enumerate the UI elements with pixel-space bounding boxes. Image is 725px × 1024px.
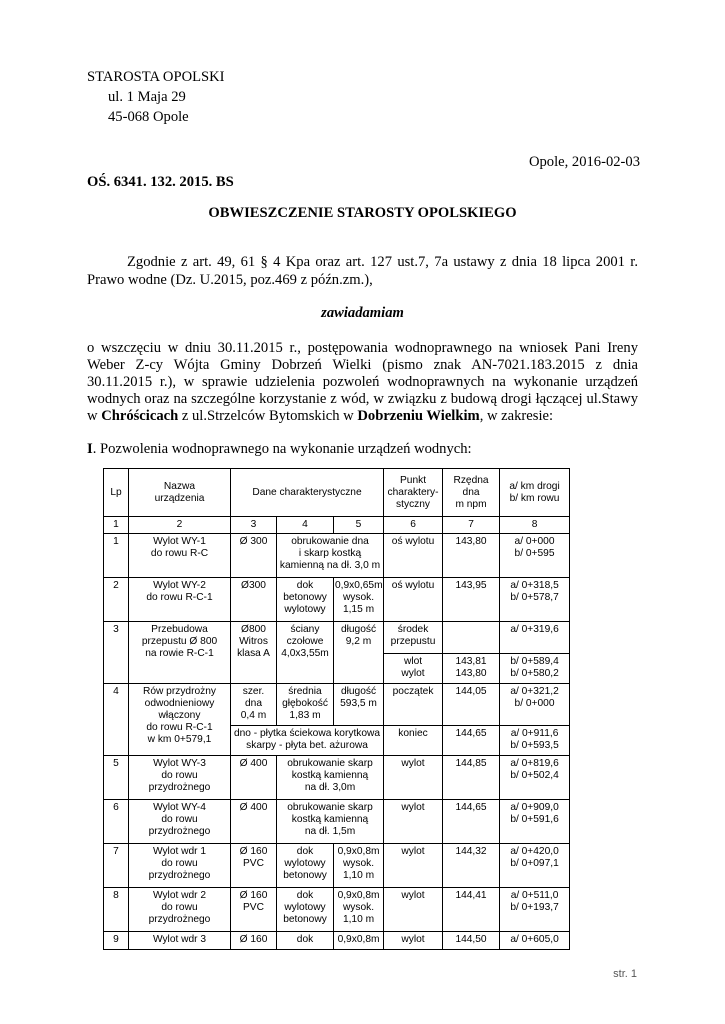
col-number: 5 — [334, 517, 384, 534]
row-name: Wylot wdr 3 — [129, 932, 231, 950]
row-c5: 0,9x0,8m — [334, 932, 384, 950]
col-number: 2 — [129, 517, 231, 534]
row-c5: długość 9,2 m — [334, 622, 384, 684]
row-c8: b/ 0+589,4 b/ 0+580,2 — [500, 654, 570, 684]
row-c7 — [443, 622, 500, 654]
row-c7: 144,65 — [443, 800, 500, 844]
row-c6: oś wylotu — [384, 578, 443, 622]
notice-word: zawiadamiam — [321, 305, 404, 321]
row-name: Wylot WY-3 do rowu przydrożnego — [129, 756, 231, 800]
reference-number: OŚ. 6341. 132. 2015. BS — [87, 174, 234, 190]
place-date: Opole, 2016-02-03 — [528, 154, 640, 170]
table-header-row — [104, 469, 570, 517]
table-row — [104, 578, 570, 622]
row-name: Wylot WY-1 do rowu R-C — [129, 534, 231, 578]
row-c8: a/ 0+321,2 b/ 0+000 — [500, 684, 570, 726]
paragraph-line-5: w Chróścicach z ul.Strzelców Bytomskich w Dobrzeniu Wielkim, w zakresie: — [87, 408, 554, 424]
row-c8: a/ 0+318,5 b/ 0+578,7 — [500, 578, 570, 622]
row-c345: dno - płytka ściekowa korytkowa skarpy - płyta bet. ażurowa — [231, 726, 384, 756]
row-lp: 2 — [104, 578, 129, 622]
devices-table — [103, 468, 570, 950]
row-c7: 144,50 — [443, 932, 500, 950]
row-lp: 5 — [104, 756, 129, 800]
col-number: 7 — [443, 517, 500, 534]
row-c4: dok betonowy wylotowy — [277, 578, 334, 622]
row-c8: a/ 0+605,0 — [500, 932, 570, 950]
row-c7: 143,80 — [443, 534, 500, 578]
row-lp: 7 — [104, 844, 129, 888]
row-c45: obrukowanie skarp kostką kamienną na dł. 1,5m — [277, 800, 384, 844]
row-c4: dok — [277, 932, 334, 950]
row-c7: 144,32 — [443, 844, 500, 888]
row-c45: obrukowanie dna i skarp kostką kamienną na dł. 3,0 m — [277, 534, 384, 578]
col-number: 3 — [231, 517, 277, 534]
page-number: str. 1 — [613, 968, 637, 980]
row-c6: początek — [384, 684, 443, 726]
table-row — [104, 932, 570, 950]
row-c5: 0,9x0,8m wysok. 1,10 m — [334, 844, 384, 888]
row-c3: Ø 160 — [231, 932, 277, 950]
document-title: OBWIESZCZENIE STAROSTY OPOLSKIEGO — [208, 205, 517, 221]
row-c7: 144,65 — [443, 726, 500, 756]
row-c6: oś wylotu — [384, 534, 443, 578]
row-lp: 9 — [104, 932, 129, 950]
row-c3: Ø 160 PVC — [231, 888, 277, 932]
authority-postal-city: 45-068 Opole — [108, 109, 189, 125]
table-row — [104, 684, 570, 726]
section-number: I — [87, 441, 93, 457]
header-km: a/ km drogi b/ km rowu — [500, 469, 570, 517]
row-c8: a/ 0+909,0 b/ 0+591,6 — [500, 800, 570, 844]
row-c8: a/ 0+911,6 b/ 0+593,5 — [500, 726, 570, 756]
place-chroscice: Chróścicach — [101, 408, 179, 424]
row-c6: wylot — [384, 800, 443, 844]
row-lp: 6 — [104, 800, 129, 844]
row-c3: Ø300 — [231, 578, 277, 622]
row-c7: 143,81 143,80 — [443, 654, 500, 684]
row-c3: Ø 400 — [231, 756, 277, 800]
table-row — [104, 622, 570, 654]
row-c6: wylot — [384, 844, 443, 888]
row-lp: 8 — [104, 888, 129, 932]
col-number: 6 — [384, 517, 443, 534]
row-c6: wlot wylot — [384, 654, 443, 684]
row-name: Rów przydrożny odwodnieniowy włączony do rowu R-C-1 w km 0+579,1 — [129, 684, 231, 756]
table-row — [104, 844, 570, 888]
row-name: Wylot WY-2 do rowu R-C-1 — [129, 578, 231, 622]
authority-street: ul. 1 Maja 29 — [108, 89, 186, 105]
row-c3: szer. dna 0,4 m — [231, 684, 277, 726]
row-c3: Ø800 Witros klasa A — [231, 622, 277, 684]
paragraph-line-1: o wszczęciu w dniu 30.11.2015 r., postępowania wodnoprawnego na wniosek Pani Ireny — [87, 340, 638, 356]
row-c8: a/ 0+319,6 — [500, 622, 570, 654]
row-c6: wylot — [384, 932, 443, 950]
row-name: Wylot wdr 2 do rowu przydrożnego — [129, 888, 231, 932]
row-name: Wylot wdr 1 do rowu przydrożnego — [129, 844, 231, 888]
row-c45: obrukowanie skarp kostką kamienną na dł. 3,0m — [277, 756, 384, 800]
row-lp: 1 — [104, 534, 129, 578]
row-c8: a/ 0+511,0 b/ 0+193,7 — [500, 888, 570, 932]
table-row — [104, 756, 570, 800]
paragraph-line-4: wodnych oraz na szczególne korzystanie z wód, w związku z budową drogi łączącej ul.Stawy — [87, 391, 638, 407]
row-c3: Ø 400 — [231, 800, 277, 844]
authority-name: STAROSTA OPOLSKI — [87, 69, 225, 85]
column-number-row — [104, 517, 570, 534]
row-c4: dok wylotowy betonowy — [277, 888, 334, 932]
paragraph-line-3: 30.11.2015 r.), w sprawie udzielenia pozwoleń wodnoprawnych na wykonanie urządzeń — [87, 374, 638, 390]
section-heading: I. Pozwolenia wodnoprawnego na wykonanie urządzeń wodnych: — [87, 441, 472, 457]
table-row — [104, 534, 570, 578]
legal-basis-line-2: Prawo wodne (Dz. U.2015, poz.469 z późn.zm.), — [87, 272, 373, 288]
place-dobrzen-wielki: Dobrzeniu Wielkim — [357, 408, 480, 424]
row-c5: 0,9x0,65m wysok. 1,15 m — [334, 578, 384, 622]
table-row — [104, 888, 570, 932]
row-c7: 144,41 — [443, 888, 500, 932]
row-lp: 3 — [104, 622, 129, 684]
row-c4: dok wylotowy betonowy — [277, 844, 334, 888]
paragraph-line-2: Weber Z-cy Wójta Gminy Dobrzeń Wielki (pismo znak AN-7021.183.2015 z dnia — [87, 357, 638, 373]
row-c6: wylot — [384, 756, 443, 800]
row-c3: Ø 160 PVC — [231, 844, 277, 888]
row-name: Przebudowa przepustu Ø 800 na rowie R-C-1 — [129, 622, 231, 684]
col-number: 4 — [277, 517, 334, 534]
row-c8: a/ 0+420,0 b/ 0+097,1 — [500, 844, 570, 888]
header-point: Punkt charaktery- styczny — [384, 469, 443, 517]
row-c3: Ø 300 — [231, 534, 277, 578]
header-name: Nazwa urządzenia — [129, 469, 231, 517]
table-row — [104, 800, 570, 844]
row-c5: długość 593,5 m — [334, 684, 384, 726]
row-c6: środek przepustu — [384, 622, 443, 654]
row-c4: ściany czołowe 4,0x3,55m — [277, 622, 334, 684]
col-number: 8 — [500, 517, 570, 534]
row-c8: a/ 0+000 b/ 0+595 — [500, 534, 570, 578]
row-name: Wylot WY-4 do rowu przydrożnego — [129, 800, 231, 844]
header-data: Dane charakterystyczne — [231, 469, 384, 517]
row-c7: 143,95 — [443, 578, 500, 622]
row-c5: 0,9x0,8m wysok. 1,10 m — [334, 888, 384, 932]
header-lp: Lp — [104, 469, 129, 517]
row-c6: koniec — [384, 726, 443, 756]
row-c8: a/ 0+819,6 b/ 0+502,4 — [500, 756, 570, 800]
col-number: 1 — [104, 517, 129, 534]
row-c7: 144,05 — [443, 684, 500, 726]
row-c6: wylot — [384, 888, 443, 932]
row-c4: średnia głębokość 1,83 m — [277, 684, 334, 726]
legal-basis-line-1: Zgodnie z art. 49, 61 § 4 Kpa oraz art. 127 ust.7, 7a ustawy z dnia 18 lipca 2001 r. — [127, 254, 638, 270]
header-ordinate: Rzędna dna m npm — [443, 469, 500, 517]
row-lp: 4 — [104, 684, 129, 756]
row-c7: 144,85 — [443, 756, 500, 800]
